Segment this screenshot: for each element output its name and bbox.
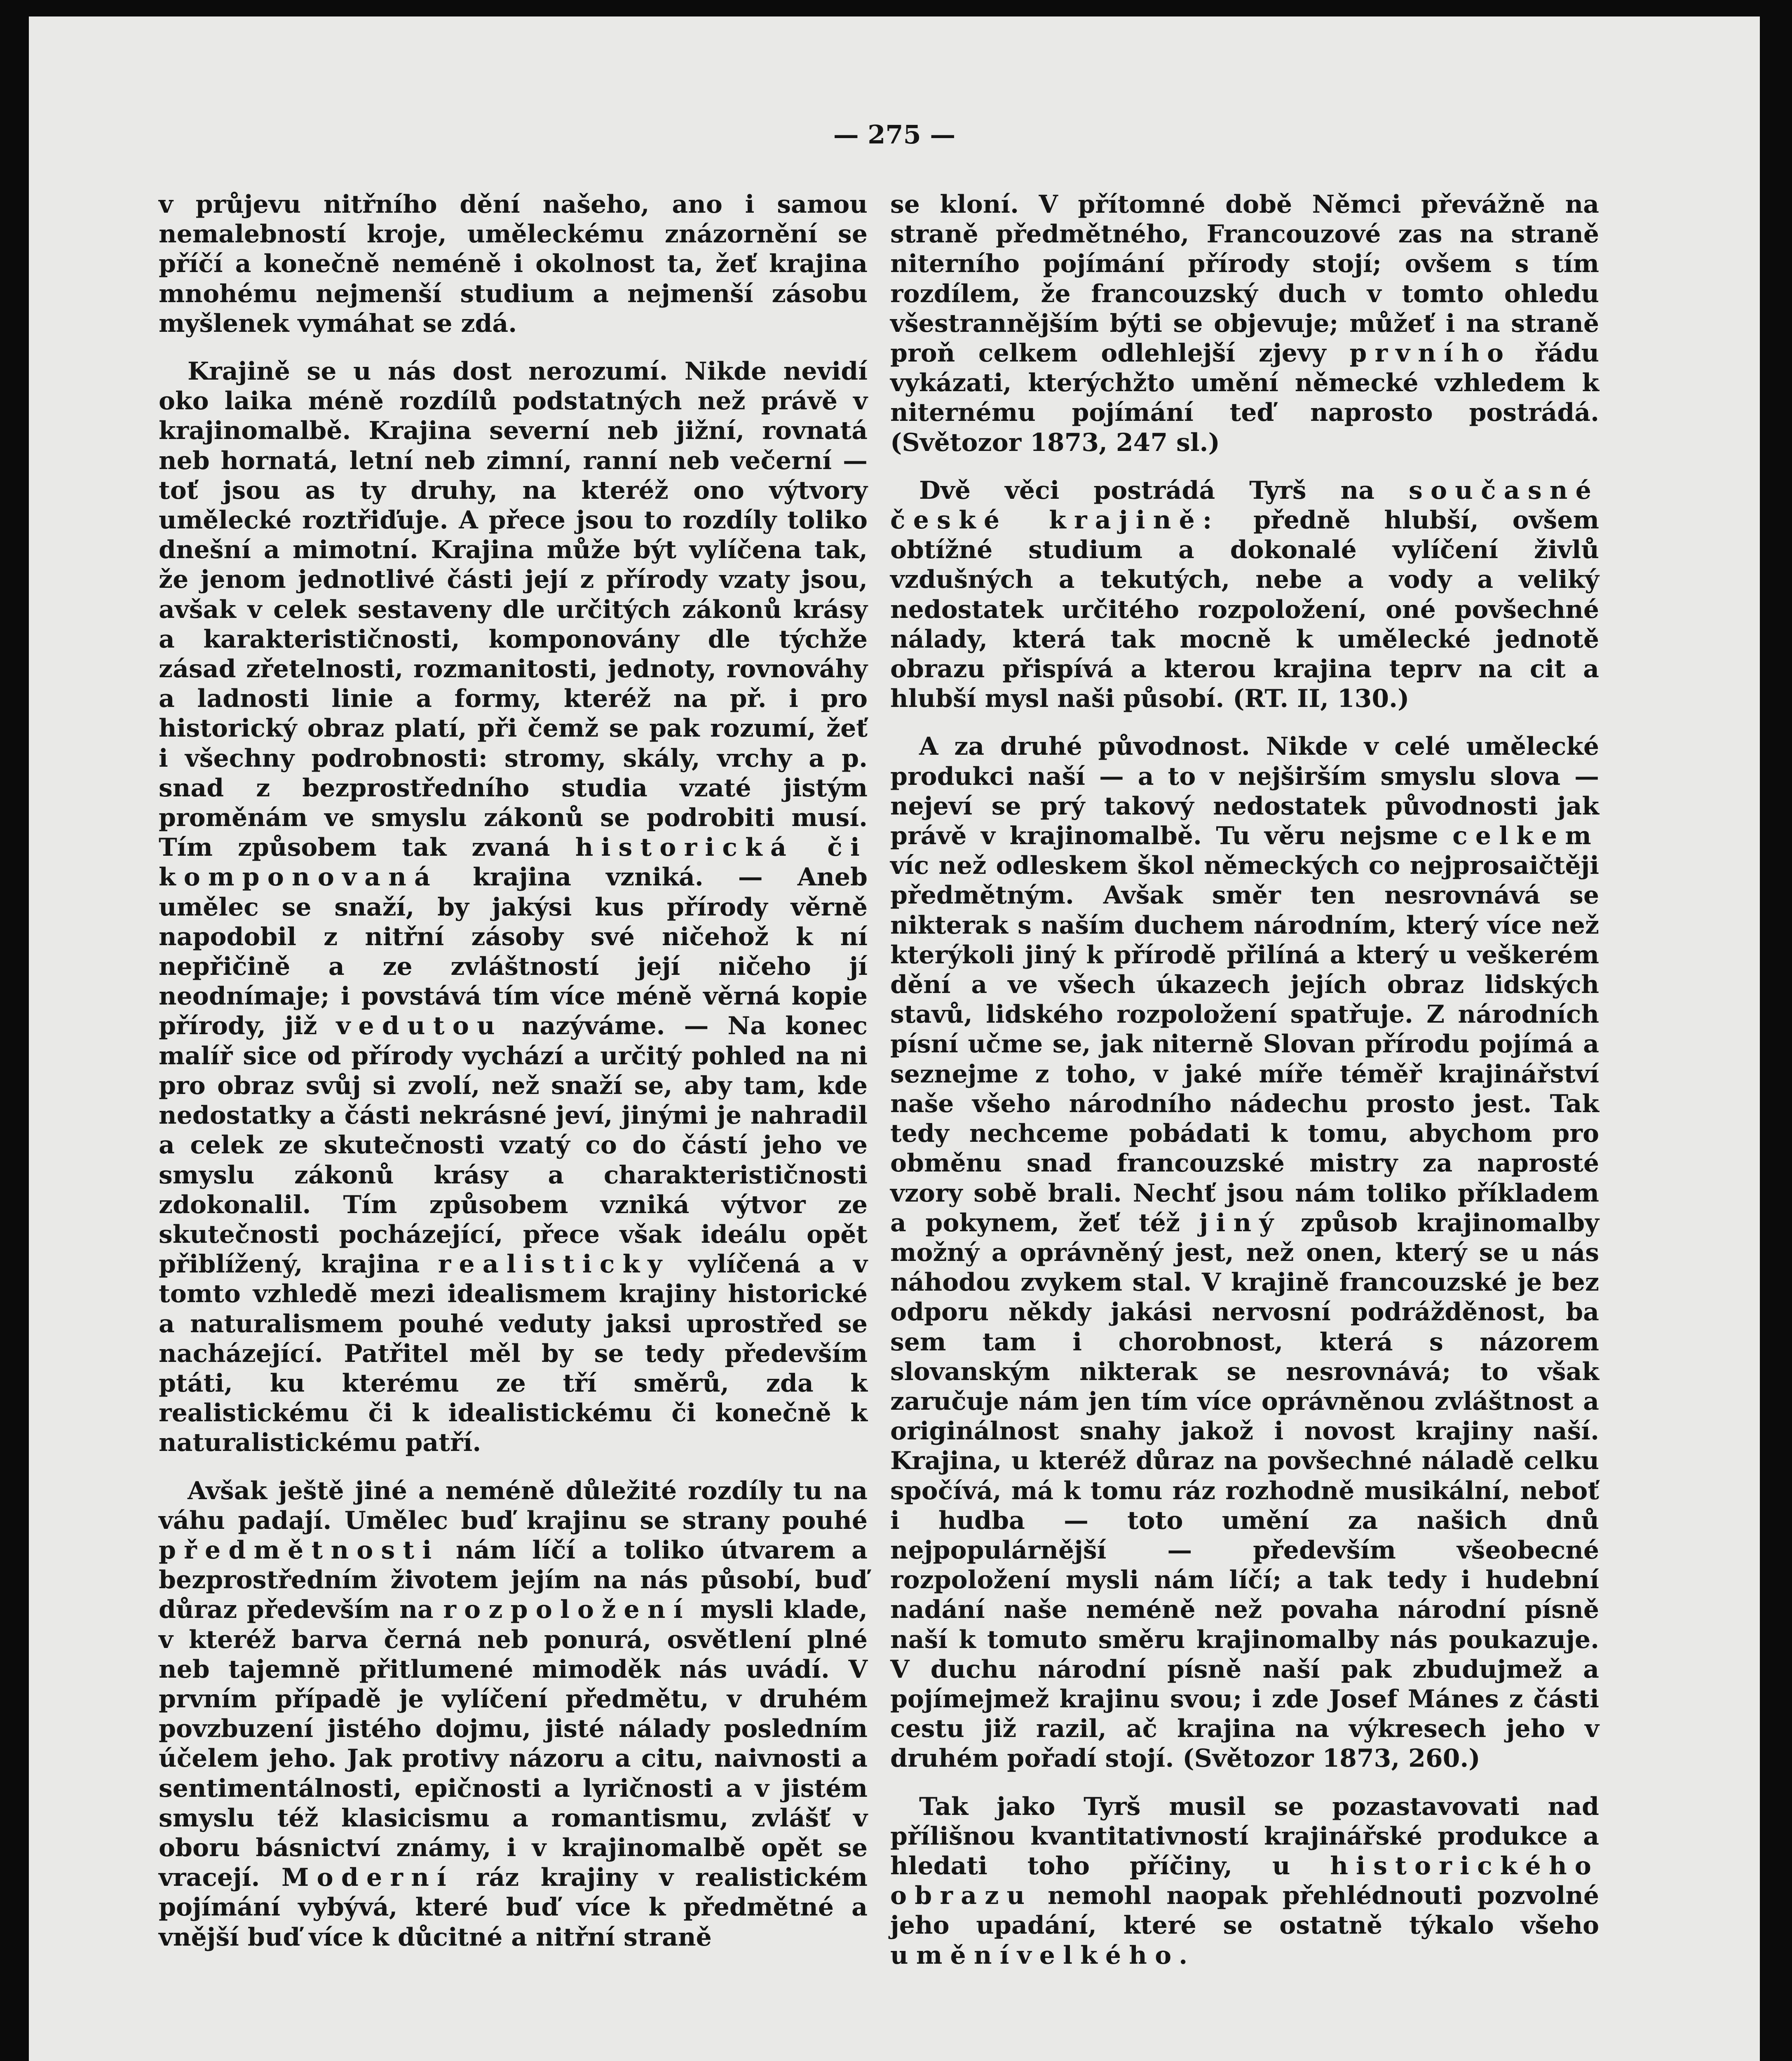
paragraph-text: předně hlubší, ovšem obtížné studium a dokonalé vylíčení živlů vzdušných a tekutých, nebe a vody a veliký nedostatek určitého rozpoložení, oné povšechné nálady, která tak mocně k umělecké jednotě obrazu přispívá a kterou krajina teprv na cit a hlubší mysl naši působí. (RT. II, 130.) bbox=[890, 506, 1599, 714]
spaced-emphasis: rozpoložení bbox=[443, 1595, 691, 1624]
spaced-emphasis: Moderní bbox=[281, 1863, 455, 1892]
paragraph bbox=[890, 1792, 1599, 1970]
paragraph-text: Tak jako Tyrš musil se pozastavovati nad přílišnou kvantitativností krajinářské produkce a hledati toho příčiny, u bbox=[890, 1792, 1599, 1880]
paragraph-text: nazýváme. — Na konec malíř sice od přírody vychází a určitý pohled na ni pro obraz svůj si zvolí, než snaží se, aby tam, kde nedostatky a části nekrásné jeví, jinými je nahradil a celek ze skutečnosti vzatý co do částí jeho ve smyslu zákonů krásy a charakterističnosti zdokonalil. Tím způsobem vzniká výtvor ze skutečnosti pocházející, přece však ideálu opět přiblížený, krajina bbox=[159, 1012, 868, 1279]
paragraph bbox=[890, 190, 1599, 458]
spaced-emphasis: historického obrazu bbox=[890, 1851, 1599, 1911]
paragraph-text: nemohl naopak přehlédnouti pozvolné jeho upadání, které se ostatně týkalo všeho bbox=[890, 1881, 1599, 1940]
paragraph-text: způsob krajinomalby možný a oprávněný jest, než onen, který se u nás náhodou zvykem stal. V krajině francouzské je bez odporu někdy jakási nervosní podrážděnost, ba sem tam i chorobnost, která s názorem slovanským nikterak se nesrovnává; to však zaručuje nám jen tím více oprávněnou zvláštnost a originálnost snahy jakož i novost krajiny naší. Krajina, u kteréž důraz na povšechné náladě celku spočívá, má k tomu ráz rozhodně musikální, neboť i hudba — toto umění za našich dnů nejpopulárnější — především všeobecné rozpoložení mysli nám líčí; a tak tedy i hudební nadání naše neméně než povaha národní písně naší k tomuto směru krajinomalby nás poukazuje. V duchu národní písně naší pak zbudujmež a pojímejmež krajinu svou; i zde Josef Mánes z části cestu již razil, ač krajina na výkresech jeho v druhém pořadí stojí. (Světozor 1873, 260.) bbox=[890, 1208, 1600, 1773]
paragraph bbox=[159, 190, 868, 338]
spaced-emphasis: vedutou bbox=[336, 1012, 503, 1041]
paragraph-text: Krajině se u nás dost nerozumí. Nikde nevidí oko laika méně rozdílů podstatných než právě v krajinomalbě. Krajina severní neb jižní, rovnatá neb hornatá, letní neb zimní, ranní neb večerní — toť jsou as ty druhy, na kteréž ono výtvory umělecké roztřiďuje. A přece jsou to rozdíly toliko dnešní a mimotní. Krajina může být vylíčena tak, že jenom jednotlivé části její z přírody vzaty jsou, avšak v celek sestaveny dle určitých zákonů krásy a karakterističnosti, komponovány dle týchže zásad zřetelnosti, rozmanitosti, jednoty, rovnováhy a ladnosti linie a formy, kteréž na př. i pro historický obraz platí, při čemž se pak rozumí, žeť i všechny podrobnosti: stromy, skály, vrchy a p. snad z bezprostředního studia vzaté jistým proměnám ve smyslu zákonů se podrobiti musí. Tím způsobem tak zvaná bbox=[159, 357, 868, 862]
spaced-emphasis: historická či komponovaná bbox=[159, 833, 868, 892]
right-column bbox=[890, 190, 1599, 1988]
paragraph-text: vylíčená a v tomto vzhledě mezi idealismem krajiny historické a naturalismem pouhé veduty jaksi uprostřed se nacházející. Patřitel měl by se tedy především ptáti, ku kterému ze tří směrů, zda k realistickému či k idealistickému či konečně k naturalistickému patří. bbox=[159, 1250, 868, 1458]
spaced-emphasis: současné české krajině: bbox=[890, 476, 1599, 535]
paragraph-text: víc než odleskem škol německých co nejprosaičtěji předmětným. Avšak směr ten nesrovnává se nikterak s naším duchem národním, který více než kterýkoli jiný k přírodě přilíná a který u veškerém dění a ve všech úkazech jejích obraz lidských stavů, lidského rozpoložení spatřuje. Z národních písní učme se, jak niterně Slovan přírodu pojímá a seznejme z toho, v jaké míře téměř krajinářství naše všeho národního nádechu prosto jest. Tak tedy nechceme pobádati k tomu, abychom pro obměnu snad francouzské mistry za naprosté vzory sobě brali. Nechť jsou nám toliko příkladem a pokynem, žeť též bbox=[890, 851, 1599, 1237]
paragraph bbox=[890, 732, 1599, 1773]
spaced-emphasis: celkem bbox=[1452, 822, 1599, 851]
paragraph-text: krajina vzniká. — Aneb umělec se snaží, by jakýsi kus přírody věrně napodobil z nitřní zásoby své ničehož k ní nepřičině a ze zvláštností její ničeho jí neodnímaje; i povstává tím více méně věrná kopie přírody, již bbox=[159, 863, 868, 1041]
paragraph bbox=[159, 357, 868, 1458]
spaced-emphasis: prvního bbox=[1349, 339, 1512, 368]
paragraph-text: mysli klade, v kteréž barva černá neb ponurá, osvětlení plné neb tajemně přitlumené mimoděk nás uvádí. V prvním případě je vylíčení předmětu, v druhém povzbuzení jistého dojmu, jisté nálady posledním účelem jeho. Jak protivy názoru a citu, naivnosti a sentimentálnosti, epičnosti a lyričnosti a v jistém smyslu též klasicismu a romantismu, zvlášť v oboru básnictví známy, i v krajinomalbě opět se vracejí. bbox=[159, 1595, 868, 1892]
paragraph-text: ráz krajiny v realistickém pojímání vybývá, které buď více k předmětné a vnější buď více k důcitné a nitřní straně bbox=[159, 1863, 868, 1952]
paragraph-text: se kloní. V přítomné době Němci převážně na straně předmětného, Francouzové zas na straně niterního pojímání přírody stojí; ovšem s tím rozdílem, že francouzský duch v tomto ohledu všestrannějším býti se objevuje; můžeť i na straně proň celkem odlehlejší zjevy bbox=[890, 190, 1599, 368]
book-page bbox=[29, 16, 1760, 2061]
paragraph-text: v průjevu nitřního dění našeho, ano i samou nemalebností kroje, uměleckému znázornění se příčí a konečně neméně i okolnost ta, žeť krajina mnohému nejmenší studium a nejmenší zásobu myšlenek vymáhat se zdá. bbox=[159, 190, 868, 338]
spaced-emphasis: realisticky bbox=[438, 1250, 670, 1279]
paragraph bbox=[890, 476, 1599, 714]
paragraph-text: řádu vykázati, kterýchžto umění německé vzhledem k niternému pojímání teď naprosto postrádá. (Světozor 1873, 247 sl.) bbox=[890, 339, 1599, 457]
spaced-emphasis: předmětnosti bbox=[159, 1535, 440, 1565]
paragraph-text: nám líčí a toliko útvarem a bezprostředním životem jejím na nás působí, buď důraz především na bbox=[159, 1535, 868, 1624]
spaced-emphasis: jiný bbox=[1199, 1208, 1282, 1237]
spaced-emphasis: uměnívelkého. bbox=[890, 1941, 1196, 1970]
paragraph bbox=[159, 1476, 868, 1952]
paragraph-text: Dvě věci postrádá Tyrš na bbox=[919, 476, 1374, 505]
paragraph-text: Avšak ještě jiné a neméně důležité rozdíly tu na váhu padají. Umělec buď krajinu se strany pouhé bbox=[159, 1476, 868, 1535]
page-number: — 275 — bbox=[833, 120, 956, 150]
paragraph-text: A za druhé původnost. Nikde v celé umělecké produkci naší — a to v nejširším smyslu slova — nejeví se prý takový nedostatek původnosti jak právě v krajinomalbě. Tu věru nejsme bbox=[890, 732, 1599, 851]
left-column bbox=[159, 190, 868, 1970]
